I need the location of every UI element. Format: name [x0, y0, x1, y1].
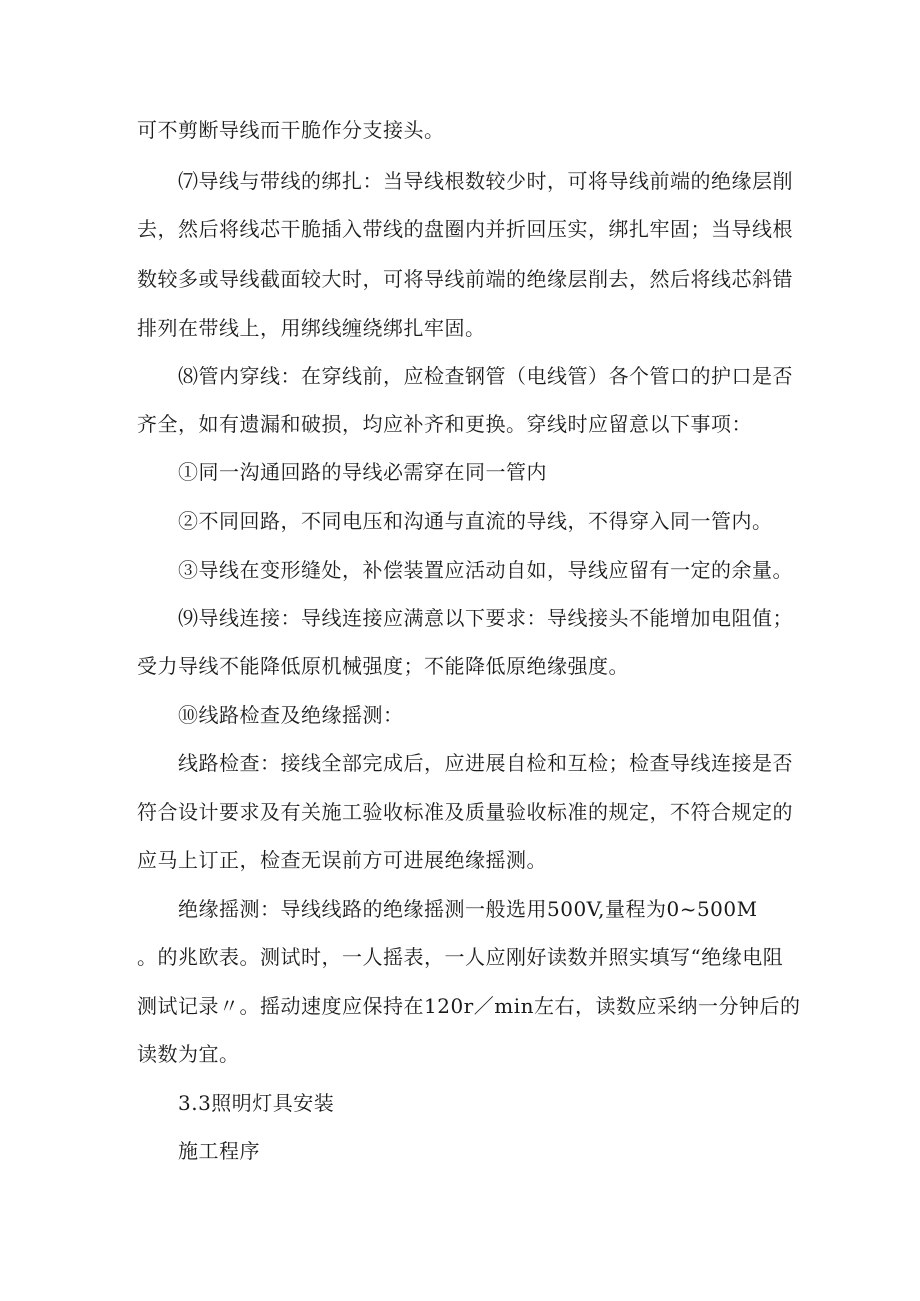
text-line: 绝缘摇测：导线线路的绝缘摇测一般选用500V,量程为0~500M: [178, 897, 758, 921]
text-line: 符合设计要求及有关施工验收标准及质量验收标准的规定，不符合规定的: [137, 800, 793, 824]
text-line: 齐全，如有遗漏和破损，均应补齐和更换。穿线时应留意以下事项：: [137, 412, 752, 436]
text-line: ⑼导线连接：导线连接应满意以下要求：导线接头不能增加电阻值；: [178, 606, 793, 630]
text-line: 可不剪断导线而干脆作分支接头。: [137, 118, 445, 142]
text-line: ①同一沟通回路的导线必需穿在同一管内: [178, 460, 547, 484]
text-line: 数较多或导线截面较大时，可将导线前端的绝缘层削去，然后将线芯斜错: [137, 267, 793, 291]
text-line: ②不同回路，不同电压和沟通与直流的导线，不得穿入同一管内。: [178, 509, 773, 533]
text-line: 线路检查：接线全部完成后，应进展自检和互检；检查导线连接是否: [178, 751, 793, 775]
text-line: ③导线在变形缝处，补偿装置应活动自如，导线应留有一定的余量。: [178, 558, 793, 582]
text-line: 去，然后将线芯干脆插入带线的盘圈内并折回压实，绑扎牢固；当导线根: [137, 217, 793, 241]
subsection-heading: 施工程序: [178, 1139, 260, 1163]
text-line: ⑻管内穿线：在穿线前，应检查钢管（电线管）各个管口的护口是否: [178, 364, 793, 388]
section-heading: 3.3照明灯具安装: [178, 1091, 335, 1115]
text-line: ⑩线路检查及绝缘摇测：: [178, 703, 404, 727]
text-line: 测试记录〃。摇动速度应保持在120r／min左右，读数应采纳一分钟后的: [137, 994, 801, 1018]
text-line: ⑺导线与带线的绑扎：当导线根数较少时，可将导线前端的绝缘层削: [178, 169, 793, 193]
text-line: 排列在带线上，用绑线缠绕绑扎牢固。: [137, 316, 486, 340]
text-line: 读数为宜。: [137, 1042, 240, 1066]
text-line: 。的兆欧表。测试时，一人摇表，一人应刚好读数并照实填写“绝缘电阻: [137, 945, 784, 969]
text-line: 应马上订正，检查无误前方可进展绝缘摇测。: [137, 848, 547, 872]
text-line: 受力导线不能降低原机械强度；不能降低原绝缘强度。: [137, 654, 629, 678]
